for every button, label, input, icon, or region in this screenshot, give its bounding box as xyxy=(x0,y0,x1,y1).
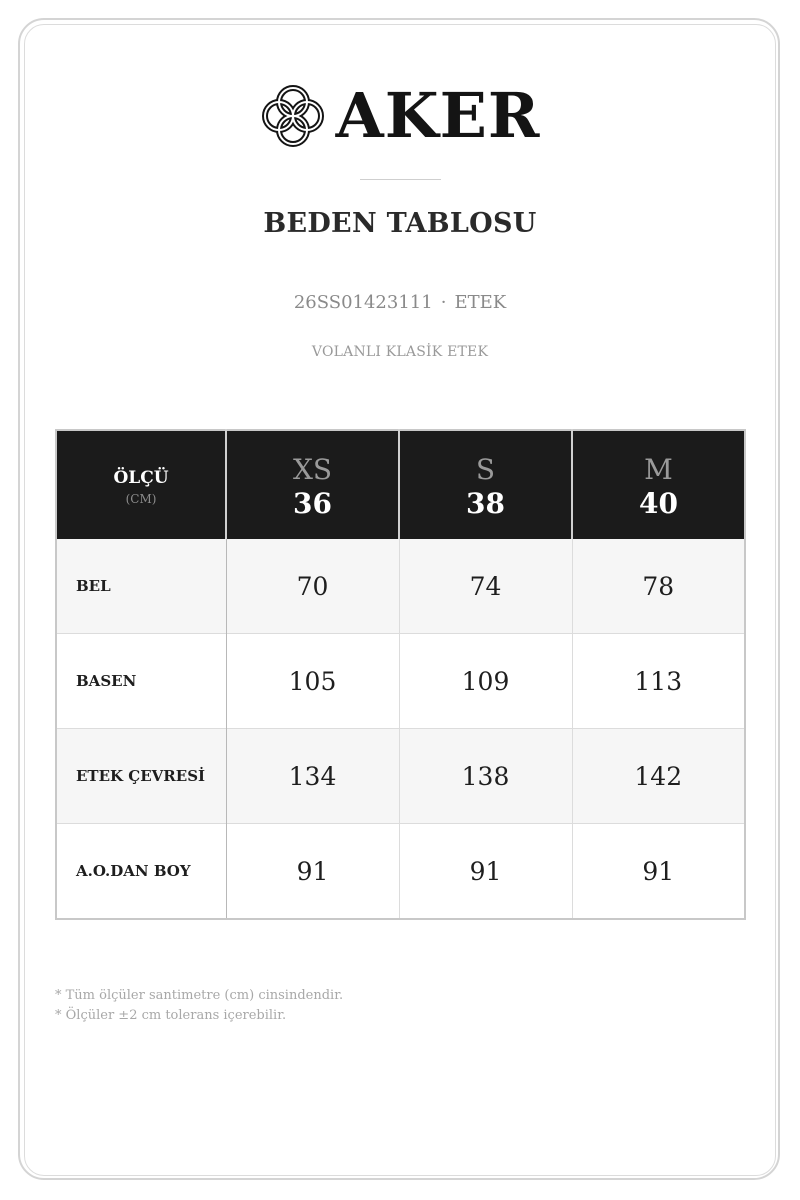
product-category: ETEK xyxy=(454,292,507,313)
table-row xyxy=(56,634,745,729)
title-divider xyxy=(360,179,441,180)
table-cell: 91 xyxy=(226,824,399,920)
table-cell: 74 xyxy=(399,539,572,634)
table-cell: 142 xyxy=(572,729,745,824)
size-number: 38 xyxy=(466,487,505,520)
size-letter: S xyxy=(475,453,496,487)
footnotes xyxy=(55,986,343,1026)
table-header-row xyxy=(56,430,745,539)
header-measure-cell xyxy=(56,430,226,539)
separator-dot: · xyxy=(440,292,447,313)
product-name: VOLANLI KLASİK ETEK xyxy=(311,344,489,360)
row-label: ETEK ÇEVRESİ xyxy=(56,729,226,824)
brand-logo xyxy=(0,76,800,156)
header-size-cell xyxy=(399,430,572,539)
table-row xyxy=(56,824,745,920)
footnote: * Ölçüler ±2 cm tolerans içerebilir. xyxy=(55,1008,287,1023)
size-number: 36 xyxy=(293,487,332,520)
size-table xyxy=(55,429,746,920)
row-label: BEL xyxy=(56,539,226,634)
table-cell: 91 xyxy=(572,824,745,920)
header-size-cell xyxy=(572,430,745,539)
footnote: * Tüm ölçüler santimetre (cm) cinsindendir. xyxy=(55,988,344,1003)
row-label: A.O.DAN BOY xyxy=(56,824,226,920)
size-number: 40 xyxy=(639,487,678,520)
table-cell: 105 xyxy=(226,634,399,729)
table-cell: 134 xyxy=(226,729,399,824)
table-cell: 138 xyxy=(399,729,572,824)
table-row xyxy=(56,729,745,824)
table-row xyxy=(56,539,745,634)
header-label: ÖLÇÜ xyxy=(113,468,169,488)
header-size-cell xyxy=(226,430,399,539)
header-unit: (CM) xyxy=(125,492,157,506)
table-cell: 113 xyxy=(572,634,745,729)
product-info xyxy=(0,292,800,313)
table-cell: 109 xyxy=(399,634,572,729)
brand-name: AKER xyxy=(335,79,541,152)
product-code: 26SS01423111 xyxy=(293,292,433,313)
page-title: BEDEN TABLOSU xyxy=(263,208,537,239)
table-cell: 70 xyxy=(226,539,399,634)
table-cell: 91 xyxy=(399,824,572,920)
knot-emblem-icon xyxy=(260,83,326,149)
size-letter: M xyxy=(644,453,673,487)
size-letter: XS xyxy=(292,453,333,487)
row-label: BASEN xyxy=(56,634,226,729)
table-cell: 78 xyxy=(572,539,745,634)
